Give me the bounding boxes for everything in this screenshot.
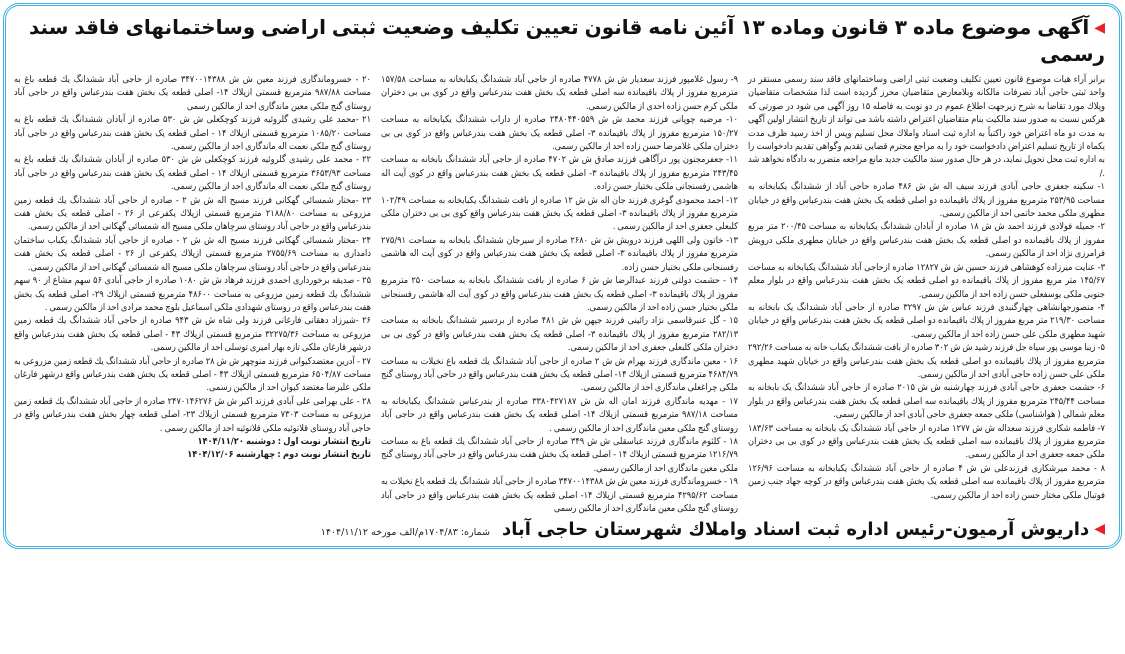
entry: ۲۷ - آدرین معتضدکیوانی فرزند منوچهر ش ش ۲۸ صادره از حاجی آباد ششدانگ یك قطعه زمین مزروعی به مساحت ۶۵۰۴/۸۷ مترمربع قسمتی ازپلاك ۴۳ - اصلی قطعه یک بخش هفت بندرعباس واقع درشهر فارغان ملکی علیرضا معتضد کیوان احد از مالکین رسمی. xyxy=(14,355,371,394)
entry: ۲۶ -شیرزاد دهقانی فارغانی فرزند ولی شاه ش ش ۹۴۳ صادره از حاجی آباد ششدانگ یك قطعه زمین مزروعی به مساحت ۳۲۲۷۵/۳۶ مترمربع قسمتی ازپلاك ۴۳ - اصلی قطعه یک بخش هفت بندرعباس واقع درشهر فارغان ملکی تازه بهار امیری توسلی احد از مالکین رسمی. xyxy=(14,315,371,354)
entry: ۱۴ - حشمت دولتی فرزند عبدالرضا ش ش ۶ صادره از بافت ششدانگ بابخانه به مساحت ۲۵۰ مترمربع مفروز از پلاك باقیمانده ۳- اصلی قطعه یک بخش هفت بندرعباس واقع در کوی آیت اله هاشمی رفسنجانی ملکی بختیار حسن زاده احد از مالکین رسمی. xyxy=(381,275,739,313)
notice-footer xyxy=(14,519,1105,540)
notice-title xyxy=(14,14,1105,67)
entry: ۷- فاطمه شکاری فرزند سعداله ش ش ۱۲۷۷ صادره از حاجی آباد ششدانگ یک بابخانه به مساحت ۱۸۳/۶۳ مترمربع مفروز از پلاك باقیمانده سه اصلی قطعه یک بخش هفت بندرعباس واقع در کوی بی بی دختران ملکی جمعه جعفری احد از مالکین رسمی. xyxy=(748,422,1105,461)
entry: ۱۰- مرضیه چوپانی فرزند محمد ش ش ۲۴۸۰۴۴۰۵۵۹ صادره از داراب ششدانگ یکبابخانه به مساحت ۱۵۰/۲۷ مترمربع مفروز از پلاك باقیمانده ۳- اصلی قطعه یک بخش هفت بندرعباس واقع در کوی بی بی دختران ملکی غلامرضا حسن زاده احد از مالکین رسمی. xyxy=(381,114,739,153)
entry: ۴- منصورجهانشاهی چهارگنبدی فرزند عباس ش ش ۳۲۹۷ صادره از حاجی آباد ششدانگ یک بابخانه به مساحت ۲۱۹/۳۰ متر مربع مفروز از پلاك باقیمانده دو اصلی قطعه یک بخش هفت بندرعباس واقع در خیابان شهید مطهری ملکی علی حسن زاده احد از مالکین رسمی. xyxy=(748,301,1105,340)
entry: ۱۵ - گل عنبرقاسمی نژاد رائینی فرزند جیهن ش ش ۴۸۱ صادره از بردسیر ششدانگ بابخانه به مساحت ۲۸۲/۱۳ مترمربع مفروز از پلاك باقیمانده ۳- اصلی قطعه یک بخش هفت بندرعباس واقع در کوی بی بی دختران ملکی کلبعلی جعفری احد از مالکین رسمی. xyxy=(381,315,739,354)
entry: ۸ - محمد میرشکاری فرزندعلی ش ش ۴ صادره از حاجی آباد ششدانگ یکبابخانه به مساحت ۱۲۶/۹۶ مترمربع مفروز از پلاك باقیمانده سه اصلی قطعه یک بخش هفت بندرعباس واقع در کوچه جهاد جنب زمین فوتبال ملکی مختار حسن زاده احد از مالکین رسمی. xyxy=(748,462,1106,501)
entry: ۱۲- احمد محمودی گوغری فرزند جان اله ش ش ۱۲ صادره از بافت ششدانگ یکبابخانه به مساحت ۱۰۲/۴۹ مترمربع مفروز از پلاك باقیمانده ۳- اصلی قطعه یک بخش هفت بندرعباس واقع کوی بی بی دختران ملکی کلبعلی جعفری احد از مالکین رسمی . xyxy=(381,194,738,233)
entry: ۲۳ -مختار شمسائی گهکانی فرزند مسیح اله ش ش ۲ - صادره از حاجی آباد ششدانگ یك قطعه زمین مزروعی به مساحت ۲۱۸۸/۸۰ مترمربع قسمتی ازپلاك یکفرعی از ۲۶ - اصلی قطعه یک بخش هفت بندرعباس واقع در حاجی آباد روستای سرچاهان ملکی مسیح اله شمسائی گهکانی احد از مالکین رسمی. xyxy=(14,194,372,233)
publication-date-second: تاریخ انتشار نوبت دوم : چهارشنبه ۱۴۰۴/۱۲/۰۶ xyxy=(187,449,371,461)
entry: ۱۷ - مهدیه ماندگاری فرزند امان اله ش ش ۳۳۸۰۴۲۷۱۸۷ صادره از بندرعباس ششدانگ یکبابخانه به مساحت ۹۸۷/۱۸ مترمربع قسمتی ازپلاك ۱۴- اصلی قطعه یک بخش هفت بندرعباس واقع در حاجی آباد روستای گنج ملکی معین ماندگاری احد از مالکین رسمی . xyxy=(381,395,738,434)
entry: ۱۳- خاتون ولی اللهی فرزند درویش ش ش ۲۶۸۰ صادره از سیرجان ششدانگ بابخانه به مساحت ۲۷۵/۹۱ مترمربع مفروز از پلاك باقیمانده ۳- اصلی قطعه یک بخش هفت بندرعباس واقع در کوی آیت اله هاشمی رفسنجانی ملکی بختیار حسن زاده. xyxy=(381,234,738,273)
column-middle xyxy=(381,73,738,515)
entry: ۲۱ -محمد علی رشیدی گلروئیه فرزند کوچکعلی ش ش ۵۳۰ صادره از آبادان ششدانگ یك قطعه باغ به مساحت ۱۰۸۵/۲۰ مترمربع قسمتی ازپلاك ۱۴ - اصلی قطعه یک بخش هفت بندرعباس واقع در حاجی آباد روستای گنج ملکی نعمت اله ماندگاری احد از مالکین رسمی. xyxy=(14,114,372,153)
entry: ۲۵ - صدیقه برخورداری احمدی فرزند فرهاد ش ش ۱۰۸۰ صادره از حاجی آبادی ۵۶ سهم مشاع از ۹۰ سهم ششدانگ یك قطعه زمین مزروعی به مساحت ۴۸۶۰۰ مترمربع قسمتی ازپلاك ۲۹- اصلی قطعه یک بخش هفت بندرعباس واقع در روستای شهدادی ملکی اسماعیل بلوچ محمد مرادی احد از مالکین رسمی . xyxy=(14,275,372,313)
entry: ۲۸ - علی بهرامی علی آبادی فرزند اکبر ش ش ۲۴۷۰۱۴۶۲۷۶ صادره از حاجی آباد ششدانگ یك قطعه زمین مزروعی به مساحت ۷۳۰۳ مترمربع قسمتی ازپلاك ۲۳- اصلی قطعه چهار بخش هفت بندرعباس واقع در حاجی آباد روستای قلاتوئیه ملکی قلاتوئیه احد از مالکین رسمی . xyxy=(14,395,372,434)
entry: ۲۲ - محمد علی رشیدی گلروئیه فرزند کوچکعلی ش ش ۵۳۰ صادره از آبادان ششدانگ یك قطعه باغ به مساحت ۳۶۵۳/۹۳ مترمربع قسمتی ازپلاك ۱۴ - اصلی قطعه یک بخش هفت بندرعباس واقع در حاجی آباد روستای گنج ملکی نعمت اله ماندگاری احد از مالکین رسمی. xyxy=(14,154,371,193)
entry: ۲۰ - خسروماندگاری فرزند معین ش ش ۳۴۷۰۰۱۴۳۸۸ صادره از حاجی آباد ششدانگ یك قطعه باغ به مساحت ۹۸۷/۸۸ مترمربع قسمتی ازپلاك ۱۴- اصلی قطعه یک بخش هفت بندرعباس واقع در حاجی آباد روستای گنج ملکی معین ماندگاری احد از مالکین رسمی xyxy=(14,74,371,112)
entry: ۹- رسول غلامپور فرزند سعدیار ش ش ۴۷۷۸ صادره از حاجی آباد ششدانگ یکبابخانه به مساحت ۱۵۷/۵۸ مترمربع مفروز از پلاك باقیمانده سه اصلی قطعه یک بخش هفت بندرعباس واقع در کوی بی بی دختران ملکی کرم حسن زاده احدی از مالکین رسمی. xyxy=(381,74,739,112)
title-text: آگهی موضوع ماده ۳ قانون وماده ۱۳ آئین نامه قانون تعیین تکلیف وضعیت ثبتی اراضی وساختمانهای فاقد سند رسمی xyxy=(29,15,1105,66)
publication-date-first: تاریخ انتشار نوبت اول : دوشنبه ۱۴۰۴/۱۱/۲۰ xyxy=(197,435,371,447)
entry: ۶- حشمت جعفری حاجی آبادی فرزند چهارشنبه ش ش ۲۰۱۵ صادره از حاجی آباد ششدانگ یک بابخانه به مساحت ۲۴۵/۴۴ مترمربع مفروز از پلاك باقیمانده سه اصلی قطعه یک بخش هفت بندرعباس واقع در بلوار معلم شمالی ( هواشناسی) ملکی جمعه جعفری حاجی آبادی احد از مالکین رسمی. xyxy=(748,382,1106,421)
entry: ۳- عنایت میرزاده کوهشاهی فرزند حسین ش ش ۱۲۸۲۷ صادره ازحاجی آباد ششدانگ یکبابخانه به مساحت ۱۴۵/۶۷ متر مربع مفروز از پلاك باقیمانده دو اصلی قطعه یک بخش هفت بندرعباس واقع در بلوار معلم جنوبی ملکی یوسفعلی حسن زاده احد از مالکین رسمی. xyxy=(748,261,1106,300)
reference-number: شماره: ۱۷۰۴/۸۳م/الف مورخه ۱۴۰۴/۱۱/۱۲ xyxy=(320,527,490,539)
column-right xyxy=(748,73,1105,515)
notice-body xyxy=(14,73,1105,515)
intro-paragraph: برابر آراء هیات موضوع قانون تعیین تکلیف وضعیت ثبتی اراضی وساختمانهای فاقد سند رسمی مستقر در واحد ثبتی حاجی آباد تصرفات مالکانه وبلامعارض متقاضیان محرز گردیده است لذا مشخصات متقاضیان وپلاك مورد تقاضا به شرح زیرجهت اطلاع عموم در دو نوبت به فاصله ۱۵ روز آگهی می شود در صورتی که هرکس نسبت به صدور سند مالکیت بنام متقاضیان اعتراض داشته باشد می تواند از تاریخ انتشار اولین آگهی به مدت دو ماه اعتراض خود راکتباً به اداره ثبت اسناد واملاك محل تسلیم وپس از اخذ رسید ظرف مدت یکماه از تاریخ تسلیم اعتراض دادخواست خود را به مراجع محترم قضایی تقدیم وگواهی تقدیم دادخواست را به اداره ثبت محل تحویل نماید، در هر حال صدور سند مالکیت جدید مانع مراجعه متضرر به دادگاه نخواهد شد ./ xyxy=(748,74,1105,179)
entry: ۱۶ - معین ماندگاری فرزند بهرام ش ش ۲ صادره از حاجی آباد ششدانگ یك قطعه باغ نخیلات به مساحت ۴۶۸۴/۷۹ مترمربع قسمتی ازپلاك ۱۴- اصلی قطعه یک بخش هفت بندرعباس واقع در حاجی آباد روستای گنج ملکی چراغعلی ماندگاری احد از مالکین رسمی. xyxy=(381,355,738,394)
entry: ۲۴ -مختار شمسائی گهکانی فرزند مسیح اله ش ش ۲ - صادره از حاجی آباد ششدانگ یکباب ساختمان دامداری به مساحت ۲۷۵۵/۶۹ مترمربع قسمتی ازپلاك یکفرعی از ۲۶ - اصلی قطعه یک بخش هفت بندرعباس واقع در حاجی آباد روستای سرچاهان ملکی مسیح اله شمسائی گهکانی احد از مالکین رسمی. xyxy=(14,234,371,273)
triangle-marker-icon: ◀ xyxy=(1094,521,1105,538)
entry: ۱- سکینه جعفری حاجی آبادی فرزند سیف اله ش ش ۴۸۶ صادره حاجی آباد از ششدانگ یکبابخانه به مساحت ۲۵۳/۹۵ مترمربع مفروز از پلاك باقیمانده دو اصلی قطعه یک بخش هفت بندرعباس واقع در خیابان مطهری ملکی محمد حاتمی احد از مالکین رسمی. xyxy=(748,181,1105,220)
entry: ۱۹ - خسروماندگاری فرزند معین ش ش ۳۴۷۰۰۱۴۳۸۸ صادره از حاجی آباد ششدانگ یك قطعه باغ نخیلات به مساحت ۴۲۹۵/۶۲ مترمربع قسمتی ازپلاك ۱۴- اصلی قطعه یک بخش هفت بندرعباس واقع در حاجی آباد روستای گنج ملکی معین ماندگاری احد از مالکین رسمی xyxy=(381,476,738,514)
entry: ۵- زیبا موسی پور سیاه جل فرزند رشید ش ش ۳۰۲ صادره از بافت ششدانگ یکباب خانه به مساحت ۲۹۲/۲۶ مترمربع مفروز از پلاك باقیمانده دو اصلی قطعه یک بخش هفت بندرعباس واقع در خیابان شهید مطهری ملکی علی حسن زاده حاجی آبادی احد از مالکین رسمی. xyxy=(748,342,1105,380)
notice-frame xyxy=(3,3,1122,549)
signature: داریوش آرمیون-رئیس اداره ثبت اسناد واملاك شهرستان حاجی آباد xyxy=(501,519,1090,541)
entry: ۱۸ - کلثوم ماندگاری فرزند عباسقلی ش ش ۳۴۹ صادره از حاجی آباد ششدانگ یك قطعه باغ به مساحت ۱۲۱۶/۷۹ مترمربع قسمتی ازپلاك ۱۴ - اصلی قطعه یک بخش هفت بندرعباس واقع در حاجی آباد روستای گنج ملکی معین ماندگاری احد از مالکین رسمی. xyxy=(381,435,738,474)
triangle-marker-icon: ◀ xyxy=(1094,20,1105,36)
column-left xyxy=(14,73,371,515)
entry: ۱۱- جعفرمجنون پور درآگاهی فرزند صادق ش ش ۴۷۰۲ صادره از حاجی آباد ششدانگ بابخانه به مساحت ۲۴۳/۴۵ مترمربع مفروز از پلاك باقیمانده ۳- اصلی قطعه یک بخش هفت بندرعباس واقع در کوی آیت اله هاشمی رفسنجانی ملکی بختیار حسن زاده. xyxy=(381,154,738,193)
entry: ۲- جمیله فولادی فرزند احمد ش ش ۱۸ صادره از آبادان ششدانگ یکبابخانه به مساحت ۲۰۰/۴۵ متر مربع مفروز از پلاك باقیمانده دو اصلی قطعه یک بخش هفت بندرعباس واقع در خیابان مطهری ملکی درویش فرامرزی نژاد احد از مالکین رسمی. xyxy=(748,221,1105,260)
